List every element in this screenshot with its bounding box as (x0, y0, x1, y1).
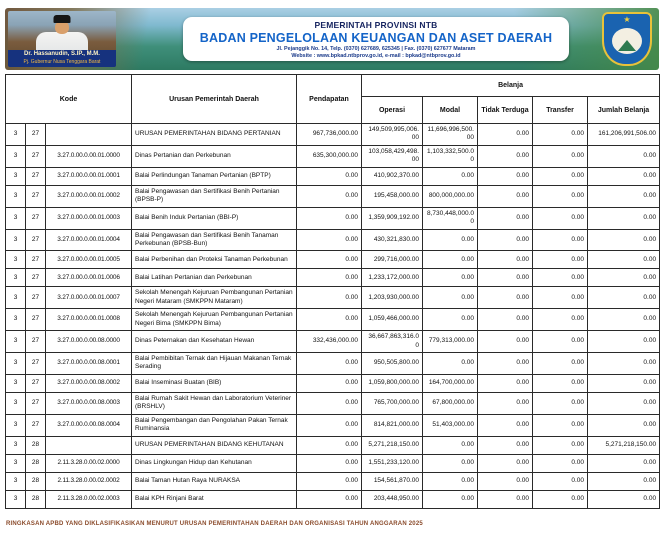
cell-kode-b: 27 (26, 251, 46, 269)
cell-pendapatan: 0.00 (297, 353, 362, 375)
cell-kode-b: 27 (26, 374, 46, 392)
cell-operasi: 1,359,909,192.00 (362, 207, 423, 229)
seal-star-icon: ★ (623, 15, 631, 24)
cell-kode-a: 3 (6, 185, 26, 207)
cell-tidak-terduga: 0.00 (478, 309, 533, 331)
cell-kode-b: 27 (26, 145, 46, 167)
cell-modal: 0.00 (423, 167, 478, 185)
cell-operasi: 1,059,800,000.00 (362, 374, 423, 392)
table-row (6, 207, 660, 229)
cell-jumlah-belanja: 0.00 (588, 414, 660, 436)
header-tidak-terduga: Tidak Terduga (478, 97, 533, 124)
cell-modal: 0.00 (423, 229, 478, 251)
cell-transfer: 0.00 (533, 353, 588, 375)
table-row (6, 167, 660, 185)
cell-pendapatan: 0.00 (297, 309, 362, 331)
governor-photo (8, 11, 116, 67)
cell-jumlah-belanja: 0.00 (588, 490, 660, 508)
cell-kode-detail: 3.27.0.00.0.00.08.0003 (46, 392, 132, 414)
agency-website: Website : www.bpkad.ntbprov.go.id, e-mail : bpkad@ntbprov.go.id (291, 53, 461, 59)
cell-kode-b: 28 (26, 472, 46, 490)
letterhead-banner (5, 8, 659, 70)
table-row (6, 269, 660, 287)
cell-jumlah-belanja: 0.00 (588, 229, 660, 251)
cell-name: Balai Pengembangan dan Pengolahan Pakan Ternak Ruminansia (132, 414, 297, 436)
cell-name: Balai Perlindungan Tanaman Pertanian (BPTP) (132, 167, 297, 185)
cell-operasi: 5,271,218,150.00 (362, 436, 423, 454)
table-row (6, 436, 660, 454)
cell-kode-a: 3 (6, 269, 26, 287)
report-title-note: RINGKASAN APBD YANG DIKLASIFIKASIKAN MENURUT URUSAN PEMERINTAHAN DAERAH DAN ORGANISASI TAHUN ANGGARAN 2025 (6, 521, 423, 527)
cell-operasi: 1,059,466,000.00 (362, 309, 423, 331)
cell-operasi: 36,667,863,316.00 (362, 331, 423, 353)
cell-modal: 0.00 (423, 454, 478, 472)
cell-name: Dinas Peternakan dan Kesehatan Hewan (132, 331, 297, 353)
cell-name: Dinas Pertanian dan Perkebunan (132, 145, 297, 167)
cell-kode-a: 3 (6, 167, 26, 185)
cell-pendapatan: 0.00 (297, 414, 362, 436)
cell-kode-detail: 3.27.0.00.0.00.01.0001 (46, 167, 132, 185)
letterhead-panel (183, 17, 569, 61)
cell-kode-b: 27 (26, 309, 46, 331)
header-pendapatan: Pendapatan (297, 75, 362, 124)
cell-transfer: 0.00 (533, 251, 588, 269)
cell-kode-a: 3 (6, 454, 26, 472)
cell-pendapatan: 0.00 (297, 436, 362, 454)
governor-cap (54, 15, 71, 23)
cell-kode-detail: 2.11.3.28.0.00.02.0002 (46, 472, 132, 490)
cell-kode-a: 3 (6, 309, 26, 331)
cell-operasi: 430,321,830.00 (362, 229, 423, 251)
governor-caption (8, 50, 116, 67)
cell-transfer: 0.00 (533, 472, 588, 490)
cell-tidak-terduga: 0.00 (478, 229, 533, 251)
cell-kode-b: 27 (26, 414, 46, 436)
cell-kode-a: 3 (6, 251, 26, 269)
governor-name: Dr. Hassanudin, S.IP., M.M. (24, 51, 100, 58)
agency-name: BADAN PENGELOLAAN KEUANGAN DAN ASET DAERAH (199, 31, 553, 45)
cell-tidak-terduga: 0.00 (478, 207, 533, 229)
cell-modal: 1,103,332,500.00 (423, 145, 478, 167)
cell-modal: 0.00 (423, 436, 478, 454)
cell-operasi: 950,505,800.00 (362, 353, 423, 375)
cell-kode-b: 27 (26, 269, 46, 287)
cell-kode-a: 3 (6, 353, 26, 375)
cell-tidak-terduga: 0.00 (478, 167, 533, 185)
table-row (6, 490, 660, 508)
cell-transfer: 0.00 (533, 436, 588, 454)
cell-name: Balai Perbenihan dan Proteksi Tanaman Perkebunan (132, 251, 297, 269)
cell-operasi: 203,448,950.00 (362, 490, 423, 508)
cell-pendapatan: 0.00 (297, 490, 362, 508)
cell-jumlah-belanja: 0.00 (588, 309, 660, 331)
cell-name: Balai Inseminasi Buatan (BIB) (132, 374, 297, 392)
table-row (6, 353, 660, 375)
cell-tidak-terduga: 0.00 (478, 454, 533, 472)
header-jumlah-belanja: Jumlah Belanja (588, 97, 660, 124)
budget-table (5, 74, 660, 509)
cell-kode-a: 3 (6, 145, 26, 167)
table-row (6, 472, 660, 490)
cell-name: URUSAN PEMERINTAHAN BIDANG KEHUTANAN (132, 436, 297, 454)
cell-kode-a: 3 (6, 436, 26, 454)
cell-transfer: 0.00 (533, 229, 588, 251)
cell-tidak-terduga: 0.00 (478, 353, 533, 375)
cell-transfer: 0.00 (533, 392, 588, 414)
cell-kode-b: 27 (26, 207, 46, 229)
cell-kode-a: 3 (6, 490, 26, 508)
cell-modal: 0.00 (423, 287, 478, 309)
cell-transfer: 0.00 (533, 124, 588, 146)
table-header (6, 75, 660, 124)
cell-pendapatan: 0.00 (297, 251, 362, 269)
cell-kode-detail: 3.27.0.00.0.00.01.0007 (46, 287, 132, 309)
cell-transfer: 0.00 (533, 167, 588, 185)
cell-transfer: 0.00 (533, 269, 588, 287)
cell-kode-b: 27 (26, 124, 46, 146)
cell-modal: 11,696,996,500.00 (423, 124, 478, 146)
table-row (6, 185, 660, 207)
cell-name: Balai Latihan Pertanian dan Perkebunan (132, 269, 297, 287)
header-transfer: Transfer (533, 97, 588, 124)
table-row (6, 287, 660, 309)
cell-kode-a: 3 (6, 287, 26, 309)
cell-modal: 67,800,000.00 (423, 392, 478, 414)
cell-jumlah-belanja: 0.00 (588, 392, 660, 414)
cell-modal: 800,000,000.00 (423, 185, 478, 207)
cell-operasi: 1,233,172,000.00 (362, 269, 423, 287)
cell-tidak-terduga: 0.00 (478, 145, 533, 167)
cell-pendapatan: 0.00 (297, 207, 362, 229)
cell-pendapatan: 0.00 (297, 472, 362, 490)
cell-kode-b: 28 (26, 436, 46, 454)
cell-modal: 164,700,000.00 (423, 374, 478, 392)
cell-name: Balai Pembibitan Ternak dan Hijauan Makanan Ternak Serading (132, 353, 297, 375)
cell-jumlah-belanja: 0.00 (588, 167, 660, 185)
cell-operasi: 299,716,000.00 (362, 251, 423, 269)
header-urusan: Urusan Pemerintah Daerah (132, 75, 297, 124)
cell-pendapatan: 0.00 (297, 392, 362, 414)
table-row (6, 331, 660, 353)
cell-kode-detail: 3.27.0.00.0.00.08.0002 (46, 374, 132, 392)
cell-transfer: 0.00 (533, 331, 588, 353)
cell-modal: 779,313,000.00 (423, 331, 478, 353)
table-row (6, 251, 660, 269)
cell-name: Balai Pengawasan dan Sertifikasi Benih Tanaman Perkebunan (BPSB-Bun) (132, 229, 297, 251)
cell-tidak-terduga: 0.00 (478, 436, 533, 454)
cell-jumlah-belanja: 0.00 (588, 331, 660, 353)
cell-name: Sekolah Menengah Kejuruan Pembangunan Pertanian Negeri Mataram (SMKPPN Mataram) (132, 287, 297, 309)
cell-tidak-terduga: 0.00 (478, 251, 533, 269)
cell-kode-a: 3 (6, 331, 26, 353)
header-modal: Modal (423, 97, 478, 124)
cell-jumlah-belanja: 0.00 (588, 374, 660, 392)
cell-kode-b: 27 (26, 353, 46, 375)
cell-modal: 0.00 (423, 251, 478, 269)
cell-modal: 8,730,448,000.00 (423, 207, 478, 229)
agency-address: Jl. Pejanggik No. 14, Telp. (0370) 627689, 625345 | Fax. (0370) 627677 Mataram (276, 46, 476, 52)
cell-kode-a: 3 (6, 414, 26, 436)
cell-operasi: 1,203,930,000.00 (362, 287, 423, 309)
cell-transfer: 0.00 (533, 207, 588, 229)
cell-jumlah-belanja: 161,206,991,506.00 (588, 124, 660, 146)
cell-kode-b: 27 (26, 331, 46, 353)
cell-kode-detail: 2.11.3.28.0.00.02.0003 (46, 490, 132, 508)
cell-transfer: 0.00 (533, 185, 588, 207)
cell-kode-detail: 3.27.0.00.0.00.01.0005 (46, 251, 132, 269)
cell-name: URUSAN PEMERINTAHAN BIDANG PERTANIAN (132, 124, 297, 146)
province-seal-icon (602, 12, 652, 66)
cell-pendapatan: 0.00 (297, 185, 362, 207)
agency-parent-name: PEMERINTAH PROVINSI NTB (314, 20, 438, 30)
table-row (6, 309, 660, 331)
cell-jumlah-belanja: 0.00 (588, 269, 660, 287)
cell-kode-b: 27 (26, 167, 46, 185)
cell-pendapatan: 0.00 (297, 269, 362, 287)
cell-jumlah-belanja: 0.00 (588, 353, 660, 375)
cell-operasi: 154,561,870.00 (362, 472, 423, 490)
cell-kode-detail: 3.27.0.00.0.00.08.0004 (46, 414, 132, 436)
cell-tidak-terduga: 0.00 (478, 374, 533, 392)
cell-kode-a: 3 (6, 207, 26, 229)
cell-transfer: 0.00 (533, 374, 588, 392)
cell-name: Balai Pengawasan dan Sertifikasi Benih Pertanian (BPSB-P) (132, 185, 297, 207)
cell-kode-detail: 3.27.0.00.0.00.01.0003 (46, 207, 132, 229)
cell-modal: 0.00 (423, 353, 478, 375)
cell-pendapatan: 0.00 (297, 167, 362, 185)
cell-kode-b: 27 (26, 392, 46, 414)
cell-transfer: 0.00 (533, 145, 588, 167)
cell-transfer: 0.00 (533, 309, 588, 331)
cell-operasi: 149,509,995,006.00 (362, 124, 423, 146)
header-kode: Kode (6, 75, 132, 124)
cell-name: Balai Taman Hutan Raya NURAKSA (132, 472, 297, 490)
cell-kode-detail: 3.27.0.00.0.00.08.0001 (46, 353, 132, 375)
cell-jumlah-belanja: 5,271,218,150.00 (588, 436, 660, 454)
cell-transfer: 0.00 (533, 414, 588, 436)
table-row (6, 392, 660, 414)
cell-pendapatan: 0.00 (297, 229, 362, 251)
table-row (6, 229, 660, 251)
cell-operasi: 195,458,000.00 (362, 185, 423, 207)
cell-kode-a: 3 (6, 229, 26, 251)
cell-pendapatan: 0.00 (297, 374, 362, 392)
cell-modal: 0.00 (423, 472, 478, 490)
cell-jumlah-belanja: 0.00 (588, 185, 660, 207)
cell-jumlah-belanja: 0.00 (588, 287, 660, 309)
cell-jumlah-belanja: 0.00 (588, 472, 660, 490)
cell-tidak-terduga: 0.00 (478, 472, 533, 490)
cell-kode-detail: 3.27.0.00.0.00.01.0002 (46, 185, 132, 207)
cell-kode-detail: 2.11.3.28.0.00.02.0000 (46, 454, 132, 472)
cell-tidak-terduga: 0.00 (478, 287, 533, 309)
cell-kode-detail (46, 436, 132, 454)
cell-pendapatan: 0.00 (297, 454, 362, 472)
cell-kode-b: 28 (26, 454, 46, 472)
table-row (6, 145, 660, 167)
cell-name: Balai Rumah Sakit Hewan dan Laboratorium Veteriner (BRSHLV) (132, 392, 297, 414)
table-row (6, 414, 660, 436)
cell-kode-detail: 3.27.0.00.0.00.01.0006 (46, 269, 132, 287)
header-operasi: Operasi (362, 97, 423, 124)
seal-mountain-icon (618, 40, 636, 51)
cell-operasi: 814,821,000.00 (362, 414, 423, 436)
header-belanja: Belanja (362, 75, 660, 97)
cell-tidak-terduga: 0.00 (478, 331, 533, 353)
table-body (6, 124, 660, 509)
cell-kode-b: 27 (26, 229, 46, 251)
cell-kode-detail: 3.27.0.00.0.00.01.0008 (46, 309, 132, 331)
cell-kode-b: 27 (26, 287, 46, 309)
cell-tidak-terduga: 0.00 (478, 392, 533, 414)
cell-name: Balai Benih Induk Pertanian (BBI-P) (132, 207, 297, 229)
table-row (6, 124, 660, 146)
cell-kode-detail: 3.27.0.00.0.00.01.0004 (46, 229, 132, 251)
cell-modal: 51,403,000.00 (423, 414, 478, 436)
cell-tidak-terduga: 0.00 (478, 185, 533, 207)
cell-jumlah-belanja: 0.00 (588, 207, 660, 229)
cell-transfer: 0.00 (533, 490, 588, 508)
cell-pendapatan: 967,736,000.00 (297, 124, 362, 146)
cell-pendapatan: 0.00 (297, 287, 362, 309)
table-row (6, 454, 660, 472)
cell-name: Balai KPH Rinjani Barat (132, 490, 297, 508)
cell-pendapatan: 635,300,000.00 (297, 145, 362, 167)
cell-modal: 0.00 (423, 269, 478, 287)
cell-operasi: 765,700,000.00 (362, 392, 423, 414)
cell-kode-b: 27 (26, 185, 46, 207)
table-row (6, 374, 660, 392)
cell-kode-detail (46, 124, 132, 146)
cell-kode-detail: 3.27.0.00.0.00.08.0000 (46, 331, 132, 353)
cell-kode-a: 3 (6, 374, 26, 392)
cell-transfer: 0.00 (533, 454, 588, 472)
cell-operasi: 1,551,233,120.00 (362, 454, 423, 472)
cell-kode-a: 3 (6, 392, 26, 414)
cell-kode-a: 3 (6, 124, 26, 146)
cell-kode-a: 3 (6, 472, 26, 490)
governor-title: Pj. Gubernur Nusa Tenggara Barat (23, 58, 101, 65)
cell-transfer: 0.00 (533, 287, 588, 309)
cell-tidak-terduga: 0.00 (478, 124, 533, 146)
cell-tidak-terduga: 0.00 (478, 269, 533, 287)
cell-jumlah-belanja: 0.00 (588, 454, 660, 472)
seal-emblem (612, 28, 642, 54)
cell-operasi: 410,902,370.00 (362, 167, 423, 185)
cell-pendapatan: 332,436,000.00 (297, 331, 362, 353)
cell-jumlah-belanja: 0.00 (588, 251, 660, 269)
cell-name: Dinas Lingkungan Hidup dan Kehutanan (132, 454, 297, 472)
cell-jumlah-belanja: 0.00 (588, 145, 660, 167)
cell-tidak-terduga: 0.00 (478, 414, 533, 436)
cell-kode-b: 28 (26, 490, 46, 508)
cell-name: Sekolah Menengah Kejuruan Pembangunan Pertanian Negeri Bima (SMKPPN Bima) (132, 309, 297, 331)
cell-modal: 0.00 (423, 490, 478, 508)
cell-tidak-terduga: 0.00 (478, 490, 533, 508)
cell-operasi: 103,058,429,498.00 (362, 145, 423, 167)
cell-kode-detail: 3.27.0.00.0.00.01.0000 (46, 145, 132, 167)
cell-modal: 0.00 (423, 309, 478, 331)
